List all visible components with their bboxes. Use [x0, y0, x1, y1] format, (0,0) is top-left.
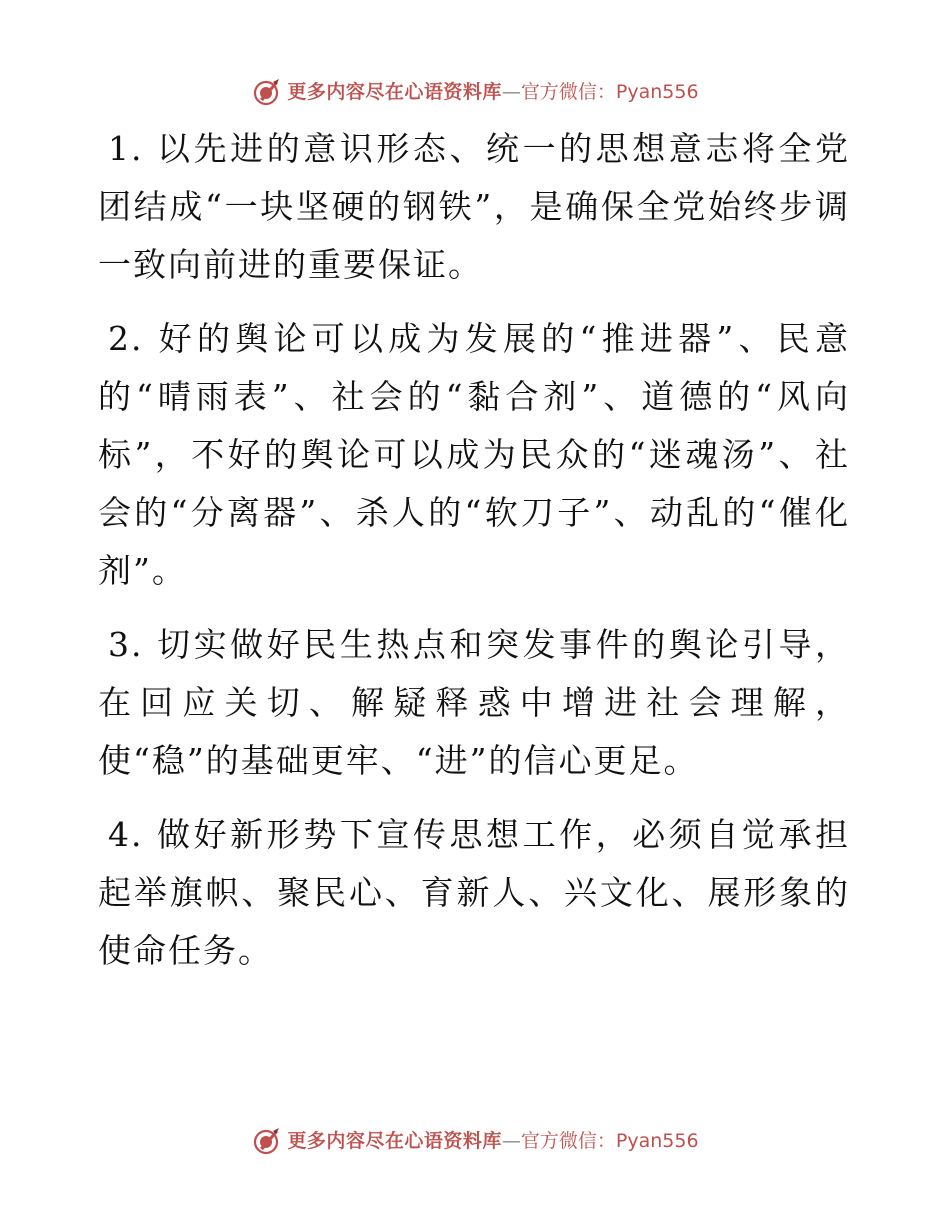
paragraph-text: 做好新形势下宣传思想工作，必须自觉承担起举旗帜、聚民心、育新人、兴文化、展形象的使命任务。 [98, 815, 850, 970]
paragraph-text: 切实做好民生热点和突发事件的舆论引导，在回应关切、解疑释惑中增进社会理解，使“稳”的基础更牢、“进”的信心更足。 [98, 625, 850, 780]
footer-wechat: 官方微信：Pyan556 [520, 1129, 699, 1152]
paragraph-number: 3. [108, 625, 144, 664]
paragraph-2 [98, 310, 850, 600]
paragraph-1 [98, 120, 850, 294]
document-body [98, 120, 850, 996]
quill-circle-logo-icon [251, 77, 281, 107]
footer-banner [0, 1121, 950, 1161]
footer-brand: 更多内容尽在心语资料库 [287, 1129, 502, 1152]
header-brand: 更多内容尽在心语资料库 [287, 80, 502, 103]
paragraph-text: 以先进的意识形态、统一的思想意志将全党团结成“一块坚硬的钢铁”，是确保全党始终步调一致向前进的重要保证。 [98, 129, 850, 284]
paragraph-number: 2. [108, 319, 144, 358]
header-banner [0, 72, 950, 112]
paragraph-number: 1. [108, 129, 144, 168]
footer-separator: — [501, 1129, 521, 1152]
paragraph-number: 4. [108, 815, 144, 854]
quill-circle-logo-icon [251, 1126, 281, 1156]
header-wechat: 官方微信：Pyan556 [520, 80, 699, 103]
header-separator: — [501, 80, 521, 103]
paragraph-text: 好的舆论可以成为发展的“推进器”、民意的“晴雨表”、社会的“黏合剂”、道德的“风向标”，不好的舆论可以成为民众的“迷魂汤”、社会的“分离器”、杀人的“软刀子”、动乱的“催化剂”。 [98, 319, 850, 590]
paragraph-3 [98, 616, 850, 790]
paragraph-4 [98, 806, 850, 980]
